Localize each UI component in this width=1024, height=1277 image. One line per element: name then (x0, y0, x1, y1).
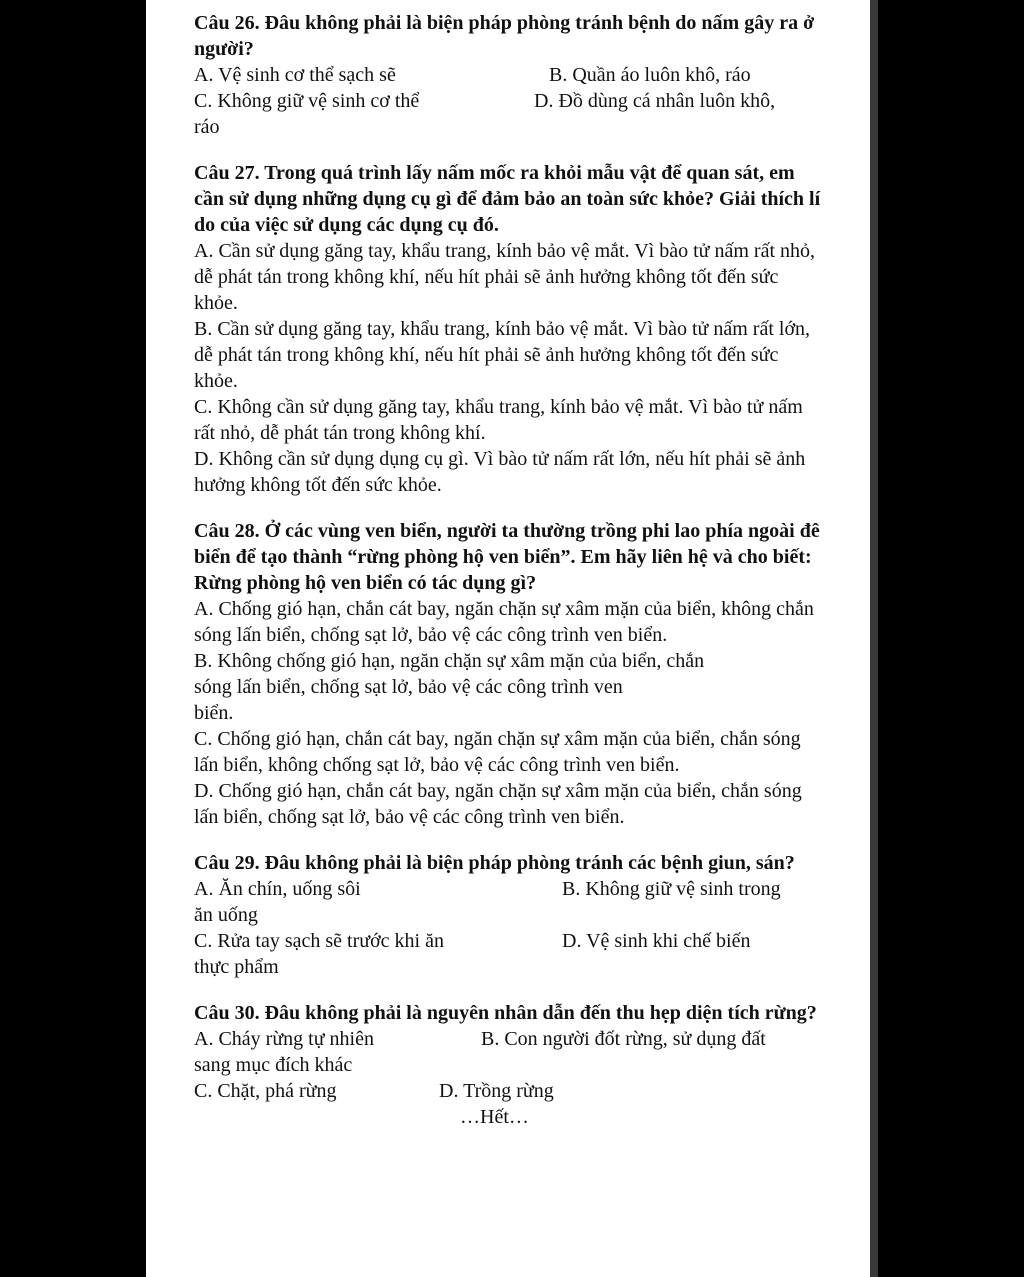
question-30-option-b: B. Con người đốt rừng, sử dụng đất (481, 1028, 766, 1050)
question-29 (194, 850, 824, 980)
question-26 (194, 10, 824, 140)
question-26-option-a: A. Vệ sinh cơ thể sạch sẽ (194, 64, 396, 86)
question-28-option-c: C. Chống gió hạn, chắn cát bay, ngăn chặn sự xâm mặn của biển, chắn sóng lấn biển, không chống sạt lở, bảo vệ các công trình ven biển. (194, 728, 801, 776)
question-28-option-b-line-2: sóng lấn biển, chống sạt lở, bảo vệ các công trình ven (194, 676, 623, 698)
question-28 (194, 518, 824, 830)
page-content (194, 10, 824, 1130)
question-29-row-cd (194, 928, 824, 954)
document-page (146, 0, 870, 1277)
question-27-option-d: D. Không cần sử dụng dụng cụ gì. Vì bào tử nấm rất lớn, nếu hít phải sẽ ảnh hưởng không tốt đến sức khỏe. (194, 448, 806, 496)
question-28-option-b (194, 648, 824, 726)
question-27-option-b: B. Cần sử dụng găng tay, khẩu trang, kính bảo vệ mắt. Vì bào tử nấm rất lớn, dễ phát tán trong không khí, nếu hít phải sẽ ảnh hưởng không tốt đến sức khỏe. (194, 318, 811, 392)
question-29-option-b-continued: ăn uống (194, 904, 258, 926)
question-26-option-c: C. Không giữ vệ sinh cơ thể (194, 90, 420, 112)
question-26-row-cd (194, 88, 824, 114)
question-26-title: Câu 26. Đâu không phải là biện pháp phòng tránh bệnh do nấm gây ra ở người? (194, 12, 815, 60)
question-27-option-a: A. Cần sử dụng găng tay, khẩu trang, kính bảo vệ mắt. Vì bào tử nấm rất nhỏ, dễ phát tán trong không khí, nếu hít phải sẽ ảnh hưởng không tốt đến sức khỏe. (194, 240, 816, 314)
question-30-option-d: D. Trồng rừng (439, 1080, 554, 1102)
question-30-option-c: C. Chặt, phá rừng (194, 1080, 337, 1102)
question-29-option-d-continued: thực phẩm (194, 956, 279, 978)
question-27 (194, 160, 824, 498)
question-30-option-a: A. Cháy rừng tự nhiên (194, 1028, 374, 1050)
question-29-option-d: D. Vệ sinh khi chế biến (562, 930, 751, 952)
question-30 (194, 1000, 824, 1130)
question-28-option-a: A. Chống gió hạn, chắn cát bay, ngăn chặn sự xâm mặn của biển, không chắn sóng lấn biển, chống sạt lở, bảo vệ các công trình ven biển. (194, 598, 814, 646)
question-27-title: Câu 27. Trong quá trình lấy nấm mốc ra khỏi mẫu vật để quan sát, em cần sử dụng những dụng cụ gì để đảm bảo an toàn sức khỏe? Giải thích lí do của việc sử dụng các dụng cụ đó. (194, 162, 821, 236)
page-edge-shadow (870, 0, 878, 1277)
question-30-option-b-continued: sang mục đích khác (194, 1054, 353, 1076)
question-30-row-cd (194, 1078, 824, 1104)
question-26-option-d: D. Đồ dùng cá nhân luôn khô, (534, 90, 776, 112)
question-26-row-ab (194, 62, 824, 88)
question-29-title: Câu 29. Đâu không phải là biện pháp phòng tránh các bệnh giun, sán? (194, 852, 795, 874)
question-29-option-a: A. Ăn chín, uống sôi (194, 878, 361, 900)
question-29-row-ab (194, 876, 824, 902)
question-28-option-b-line-3: biển. (194, 702, 234, 724)
end-mark: …Hết… (460, 1106, 529, 1128)
question-28-option-d: D. Chống gió hạn, chắn cát bay, ngăn chặn sự xâm mặn của biển, chắn sóng lấn biển, chống sạt lở, bảo vệ các công trình ven biển. (194, 780, 802, 828)
question-29-option-c: C. Rửa tay sạch sẽ trước khi ăn (194, 930, 444, 952)
question-27-option-c: C. Không cần sử dụng găng tay, khẩu trang, kính bảo vệ mắt. Vì bào tử nấm rất nhỏ, dễ phát tán trong không khí. (194, 396, 803, 444)
question-28-option-b-line-1: B. Không chống gió hạn, ngăn chặn sự xâm mặn của biển, chắn (194, 650, 705, 672)
question-28-title: Câu 28. Ở các vùng ven biển, người ta thường trồng phi lao phía ngoài đê biển để tạo thành “rừng phòng hộ ven biển”. Em hãy liên hệ và cho biết: Rừng phòng hộ ven biển có tác dụng gì? (194, 520, 820, 594)
question-29-option-b: B. Không giữ vệ sinh trong (562, 878, 781, 900)
question-30-row-ab (194, 1026, 824, 1052)
question-26-option-b: B. Quần áo luôn khô, ráo (549, 64, 751, 86)
question-30-title: Câu 30. Đâu không phải là nguyên nhân dẫn đến thu hẹp diện tích rừng? (194, 1002, 817, 1024)
question-26-option-d-continued: ráo (194, 116, 220, 138)
